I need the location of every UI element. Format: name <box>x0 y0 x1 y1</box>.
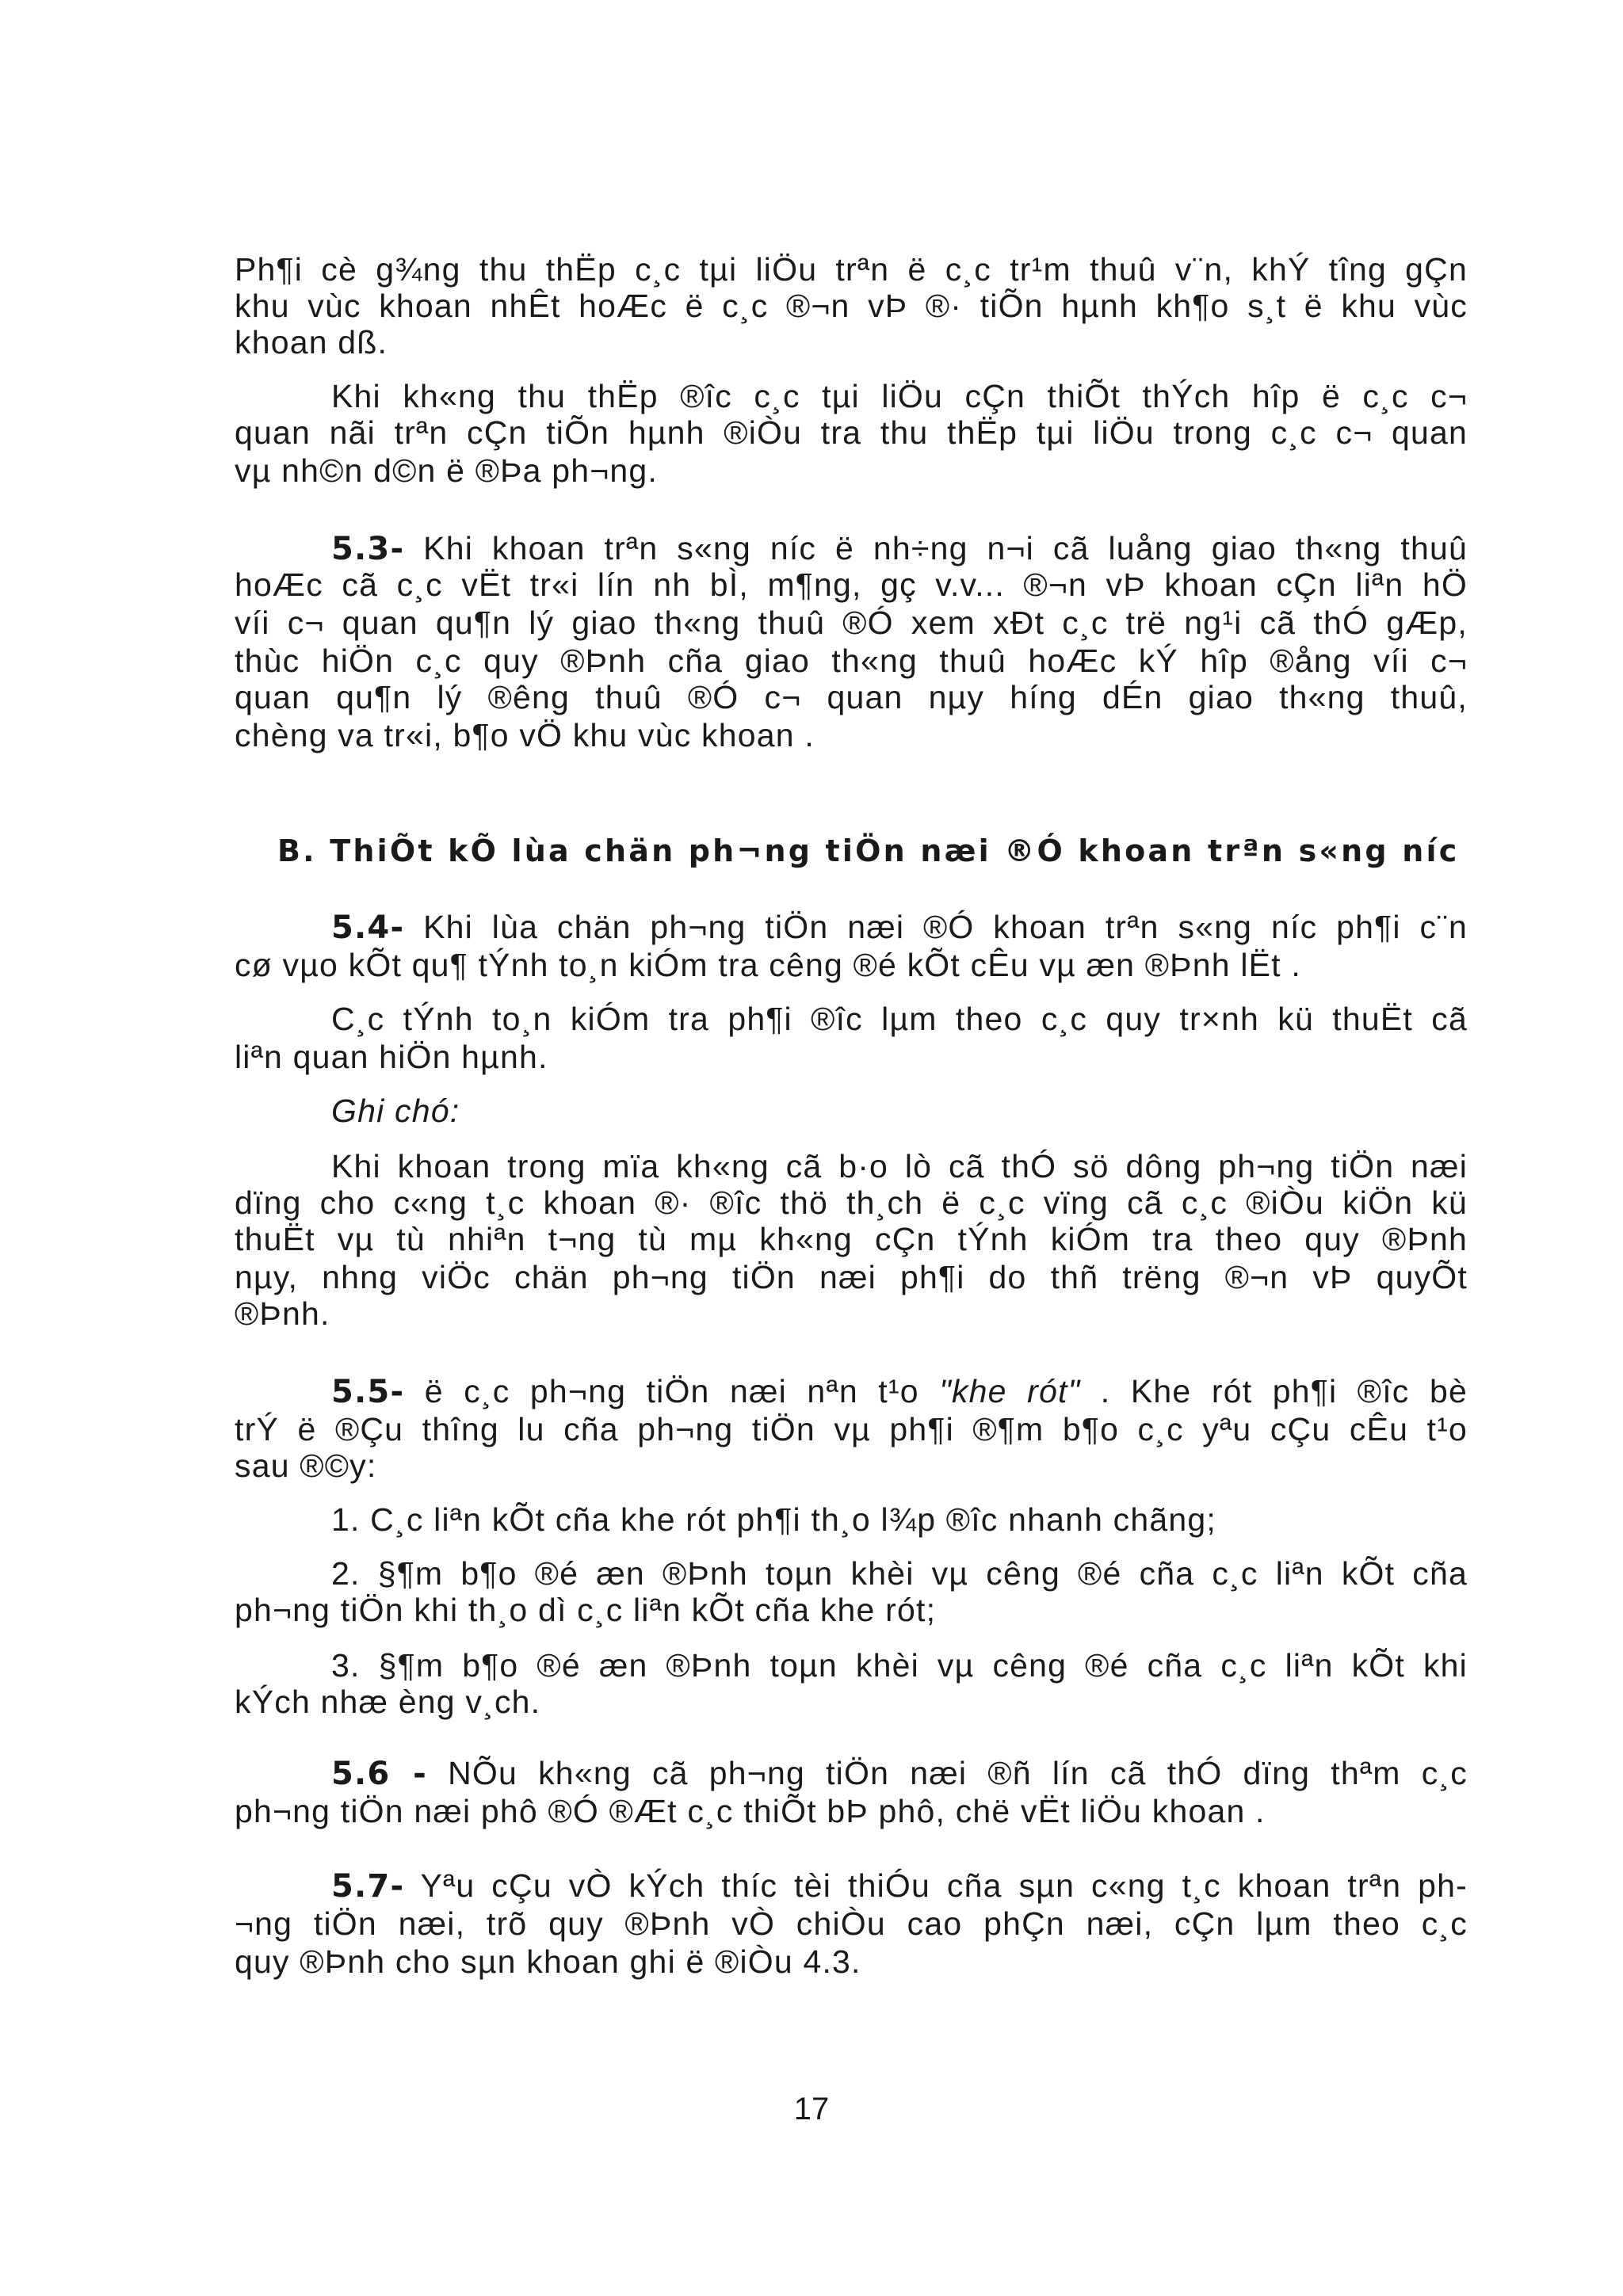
text-line: dïng cho c«ng t¸c khoan ®· ®îc thö th¸ch ë c¸c vïng cã c¸c ®iÒu kiÖn kü <box>235 1184 1468 1221</box>
text-line: liªn quan hiÖn hµnh. <box>235 1039 548 1075</box>
clause-5-6-first-line <box>331 1754 1468 1793</box>
text-line: nµy, nhng viÖc chän ph¬ng tiÖn næi ph¶i do thñ trëng ®¬n vÞ quyÕt <box>235 1259 1468 1295</box>
text-line: cø vµo kÕt qu¶ tÝnh to¸n kiÓm tra cêng ®é kÕt cÊu vµ æn ®Þnh lËt . <box>235 947 1301 983</box>
clause-number: 5.6 - <box>331 1756 427 1792</box>
clause-number: 5.4- <box>331 910 405 946</box>
text-line: ¬ng tiÖn næi, trõ quy ®Þnh vÒ chiÒu cao phÇn næi, cÇn lµm theo c¸c <box>235 1905 1468 1942</box>
text-line: Ph¶i cè g¾ng thu thËp c¸c tµi liÖu trªn ë c¸c tr¹m thuû v¨n, khÝ tîng gÇn <box>235 251 1468 288</box>
text-line: Khi khoan trong mïa kh«ng cã b·o lò cã thÓ sö dông ph¬ng tiÖn næi <box>331 1148 1468 1184</box>
clause-term: "khe rót" <box>939 1373 1081 1409</box>
clause-5-3-first-line <box>331 529 1468 568</box>
list-item: 3. §¶m b¶o ®é æn ®Þnh toµn khèi vµ cêng ®é cña c¸c liªn kÕt khi <box>331 1647 1468 1684</box>
list-item: 2. §¶m b¶o ®é æn ®Þnh toµn khèi vµ cêng ®é cña c¸c liªn kÕt cña <box>331 1555 1468 1592</box>
list-item-continuation: kÝch nhæ èng v¸ch. <box>235 1684 541 1720</box>
text-line: C¸c tÝnh to¸n kiÓm tra ph¶i ®îc lµm theo c¸c quy tr×nh kü thuËt cã <box>331 1001 1468 1037</box>
text-line: sau ®©y: <box>235 1447 377 1484</box>
clause-number: 5.3- <box>331 531 405 567</box>
text-line: ®Þnh. <box>235 1295 330 1332</box>
text-line: quan nãi trªn cÇn tiÕn hµnh ®iÒu tra thu thËp tµi liÖu trong c¸c c¬ quan <box>235 414 1468 451</box>
text-line: víi c¬ quan qu¶n lý giao th«ng thuû ®Ó xem xÐt c¸c trë ng¹i cã thÓ gÆp, <box>235 605 1468 641</box>
text-line: Khi kh«ng thu thËp ®îc c¸c tµi liÖu cÇn thiÕt thÝch hîp ë c¸c c¬ <box>331 378 1468 414</box>
text-line: quy ®Þnh cho sµn khoan ghi ë ®iÒu 4.3. <box>235 1943 861 1980</box>
text-line: quan qu¶n lý ®êng thuû ®Ó c¬ quan nµy híng dÉn giao th«ng thuû, <box>235 679 1468 715</box>
list-item: 1. C¸c liªn kÕt cña khe rót ph¶i th¸o l¾p ®îc nhanh chãng; <box>331 1501 1216 1538</box>
text-line: thùc hiÖn c¸c quy ®Þnh cña giao th«ng thuû hoÆc kÝ hîp ®ång víi c¬ <box>235 643 1468 679</box>
text-line: khu vùc khoan nhÊt hoÆc ë c¸c ®¬n vÞ ®· tiÕn hµnh kh¶o s¸t ë khu vùc <box>235 288 1468 324</box>
note-label: Ghi chó: <box>331 1093 460 1129</box>
text-line: khoan dß. <box>235 324 388 360</box>
clause-text: NÕu kh«ng cã ph¬ng tiÖn næi ®ñ lín cã thÓ dïng thªm c¸c <box>426 1755 1468 1791</box>
text-line: trÝ ë ®Çu thîng lu cña ph¬ng tiÖn vµ ph¶i ®¶m b¶o c¸c yªu cÇu cÊu t¹o <box>235 1411 1468 1447</box>
clause-number: 5.7- <box>331 1868 405 1905</box>
clause-5-5-first-line <box>331 1372 1468 1411</box>
clause-text: . Khe rót ph¶i ®îc bè <box>1080 1373 1468 1409</box>
text-line: vµ nh©n d©n ë ®Þa ph¬ng. <box>235 452 659 489</box>
section-heading: B. ThiÕt kÕ lùa chän ph¬ng tiÖn næi ®Ó khoan trªn s«ng níc <box>277 833 1460 868</box>
text-line: chèng va tr«i, b¶o vÖ khu vùc khoan . <box>235 717 815 753</box>
text-line: thuËt vµ tù nhiªn t¬ng tù mµ kh«ng cÇn tÝnh kiÓm tra theo quy ®Þnh <box>235 1221 1468 1257</box>
clause-text: Khi lùa chän ph¬ng tiÖn næi ®Ó khoan trªn s«ng níc ph¶i c¨n <box>404 909 1468 945</box>
clause-text: Khi khoan trªn s«ng níc ë nh÷ng n¬i cã luång giao th«ng thuû <box>404 530 1468 566</box>
text-line: hoÆc cã c¸c vËt tr«i lín nh bÌ, m¶ng, gç v.v... ®¬n vÞ khoan cÇn liªn hÖ <box>235 566 1468 603</box>
clause-5-7-first-line <box>331 1867 1468 1905</box>
text-line: ph¬ng tiÖn næi phô ®Ó ®Æt c¸c thiÕt bÞ phô, chë vËt liÖu khoan . <box>235 1793 1266 1829</box>
clause-number: 5.5- <box>331 1374 405 1410</box>
clause-text: ë c¸c ph¬ng tiÖn næi nªn t¹o <box>404 1373 940 1409</box>
page-number: 17 <box>793 2092 830 2126</box>
clause-text: Yªu cÇu vÒ kÝch thíc tèi thiÓu cña sµn c«ng t¸c khoan trªn ph- <box>404 1867 1468 1904</box>
list-item-continuation: ph¬ng tiÖn khi th¸o dì c¸c liªn kÕt cña khe rót; <box>235 1592 937 1628</box>
clause-5-4-first-line <box>331 908 1468 947</box>
